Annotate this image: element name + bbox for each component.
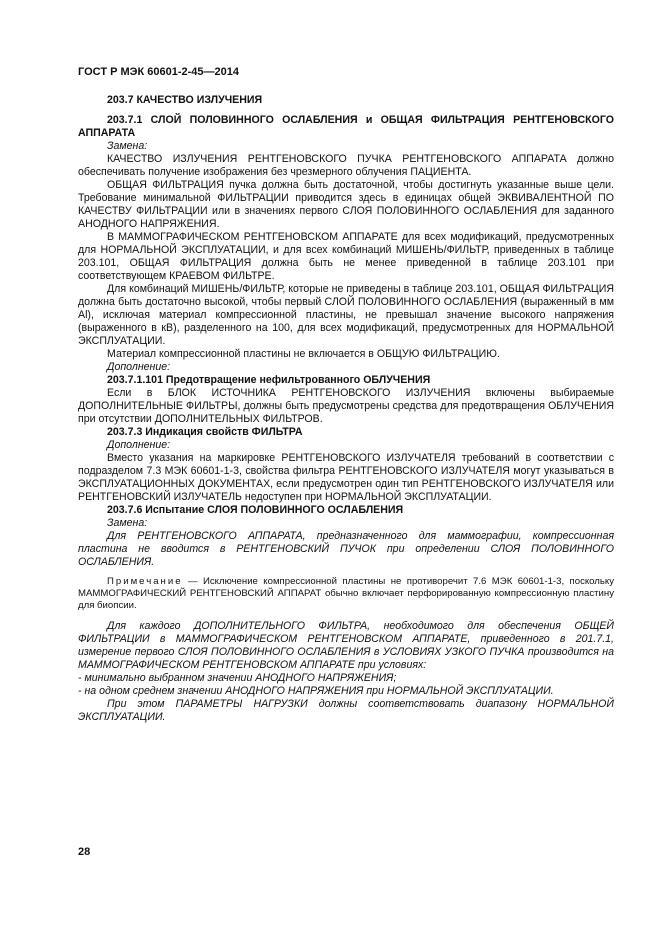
paragraph: Материал компрессионной пластины не включается в ОБЩУЮ ФИЛЬТРАЦИЮ. bbox=[107, 348, 500, 360]
paragraph: КАЧЕСТВО ИЗЛУЧЕНИЯ РЕНТГЕНОВСКОГО ПУЧКА РЕНТГЕНОВСКОГО АППАРАТА должно обеспечивать получение изображения без чрезмерного облучения ПАЦИЕНТА. bbox=[78, 153, 614, 178]
replacement-label: Замена: bbox=[107, 140, 148, 152]
note-paragraph bbox=[78, 576, 614, 612]
section-heading-203-7-3: 203.7.3 Индикация свойств ФИЛЬТРА bbox=[107, 426, 303, 438]
page-number: 28 bbox=[78, 846, 91, 858]
document-body bbox=[78, 94, 614, 724]
paragraph-italic: При этом ПАРАМЕТРЫ НАГРУЗКИ должны соответствовать диапазону НОРМАЛЬНОЙ ЭКСПЛУАТАЦИИ. bbox=[78, 698, 614, 723]
section-heading-203-7: 203.7 КАЧЕСТВО ИЗЛУЧЕНИЯ bbox=[107, 94, 263, 106]
paragraph: В МАММОГРАФИЧЕСКОМ РЕНТГЕНОВСКОМ АППАРАТЕ для всех модификаций, предусмотренных для НОРМАЛЬНОЙ ЭКСПЛУАТАЦИИ, и для всех комбинаций МИШЕНЬ/ФИЛЬТР, приведенных в таблице 203.101, ОБЩАЯ ФИЛЬТРАЦИЯ должна быть не менее приведенной в таблице 203.101 при соответствующем КРАЕВОМ ФИЛЬТРЕ. bbox=[78, 231, 614, 282]
note-text: — Исключение компрессионной пластины не противоречит 7.6 МЭК 60601-1-3, поскольку МАММОГРАФИЧЕСКИЙ РЕНТГЕНОВСКИЙ АППАРАТ обычно включает перфорированную компрессионную пластину для биопсии. bbox=[78, 576, 614, 611]
addition-label: Дополнение: bbox=[107, 439, 171, 451]
document-header: ГОСТ Р МЭК 60601-2-45—2014 bbox=[78, 66, 239, 78]
paragraph: ОБЩАЯ ФИЛЬТРАЦИЯ пучка должна быть достаточной, чтобы достигнуть указанные выше цели. Требование минимальной ФИЛЬТРАЦИИ приводится здесь в единицах общей ЭКВИВАЛЕНТНОЙ ПО КАЧЕСТВУ ФИЛЬТРАЦИИ или в значениях первого СЛОЯ ПОЛОВИННОГО ОСЛАБЛЕНИЯ для заданного АНОДНОГО НАПРЯЖЕНИЯ. bbox=[78, 179, 614, 230]
replacement-label: Замена: bbox=[107, 517, 148, 529]
list-item: - минимально выбранном значении АНОДНОГО НАПРЯЖЕНИЯ; bbox=[78, 672, 397, 684]
list-item: - на одном среднем значении АНОДНОГО НАПРЯЖЕНИЯ при НОРМАЛЬНОЙ ЭКСПЛУАТАЦИИ. bbox=[78, 685, 554, 697]
section-heading-203-7-6: 203.7.6 Испытание СЛОЯ ПОЛОВИННОГО ОСЛАБЛЕНИЯ bbox=[107, 504, 404, 516]
paragraph-italic: Для РЕНТГЕНОВСКОГО АППАРАТА, предназначенного для маммографии, компрессионная пластина не вводится в РЕНТГЕНОВСКИЙ ПУЧОК при определении СЛОЯ ПОЛОВИННОГО ОСЛАБЛЕНИЯ. bbox=[78, 530, 614, 568]
paragraph: Для комбинаций МИШЕНЬ/ФИЛЬТР, которые не приведены в таблице 203.101, ОБЩАЯ ФИЛЬТРАЦИЯ должна быть достаточно высокой, чтобы первый СЛОЙ ПОЛОВИННОГО ОСЛАБЛЕНИЯ (выраженный в мм Al), исключая материал компрессионной пластины, не превышал значение высокого напряжения (выраженного в кВ), разделенного на 100, для всех модификаций, предусмотренных для НОРМАЛЬНОЙ ЭКСПЛУАТАЦИИ. bbox=[78, 283, 614, 347]
addition-label: Дополнение: bbox=[107, 361, 171, 373]
paragraph: Вместо указания на маркировке РЕНТГЕНОВСКОГО ИЗЛУЧАТЕЛЯ требований в соответствии с подразделом 7.3 МЭК 60601-1-3, свойства фильтра РЕНТГЕНОВСКОГО ИЗЛУЧАТЕЛЯ могут указываться в ЭКСПЛУАТАЦИОННЫХ ДОКУМЕНТАХ, если предусмотрен один тип РЕНТГЕНОВСКОГО ИЗЛУЧАТЕЛЯ или РЕНТГЕНОВСКИЙ ИЗЛУЧАТЕЛЬ недоступен при НОРМАЛЬНОЙ ЭКСПЛУАТАЦИИ. bbox=[78, 452, 614, 503]
paragraph-italic: Для каждого ДОПОЛНИТЕЛЬНОГО ФИЛЬТРА, необходимого для обеспечения ОБЩЕЙ ФИЛЬТРАЦИИ в МАММОГРАФИЧЕСКОМ РЕНТГЕНОВСКОМ АППАРАТЕ, приведенного в 201.7.1, измерение первого СЛОЯ ПОЛОВИННОГО ОСЛАБЛЕНИЯ в УСЛОВИЯХ УЗКОГО ПУЧКА производится на МАММОГРАФИЧЕСКОМ РЕНТГЕНОВСКОМ АППАРАТЕ при условиях: bbox=[78, 620, 614, 671]
section-heading-203-7-1-101: 203.7.1.101 Предотвращение нефильтрованного ОБЛУЧЕНИЯ bbox=[107, 374, 431, 386]
note-label: Примечание bbox=[107, 576, 183, 587]
section-heading-203-7-1: 203.7.1 СЛОЙ ПОЛОВИННОГО ОСЛАБЛЕНИЯ и ОБЩАЯ ФИЛЬТРАЦИЯ РЕНТГЕНОВСКОГО АППАРАТА bbox=[78, 114, 614, 139]
paragraph: Если в БЛОК ИСТОЧНИКА РЕНТГЕНОВСКОГО ИЗЛУЧЕНИЯ включены выбираемые ДОПОЛНИТЕЛЬНЫЕ ФИЛЬТРЫ, должны быть предусмотрены средства для предотвращения ОБЛУЧЕНИЯ при отсутствии ДОПОЛНИТЕЛЬНЫХ ФИЛЬТРОВ. bbox=[78, 387, 614, 425]
